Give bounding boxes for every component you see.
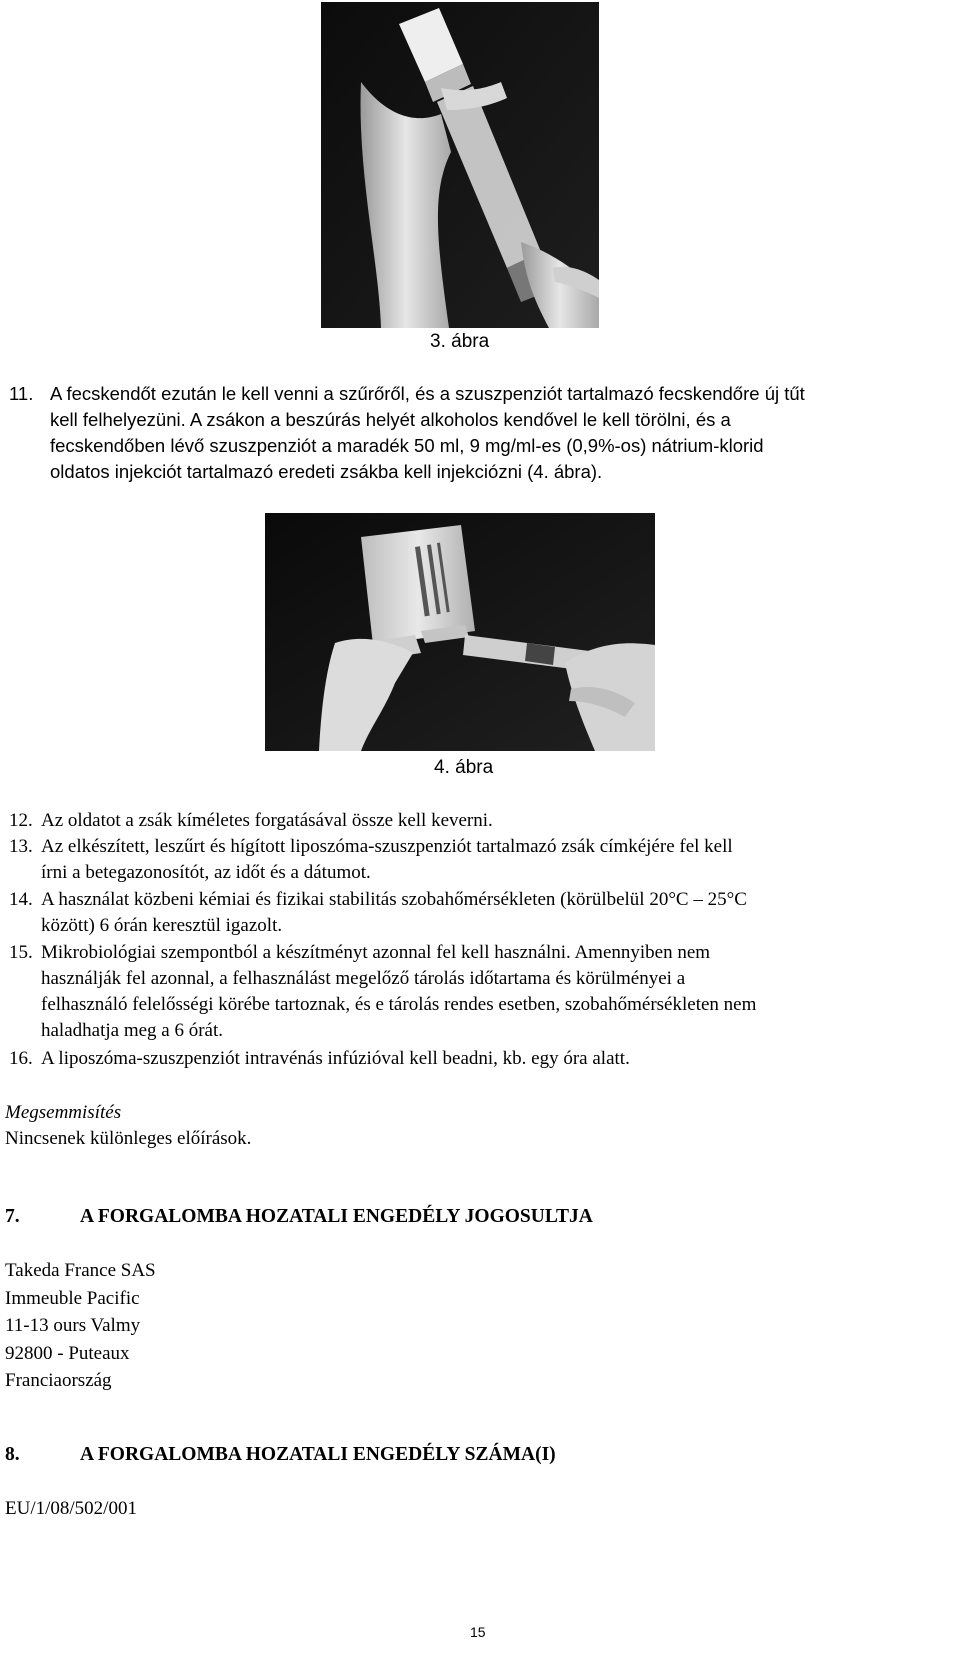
address-line-building: Immeuble Pacific bbox=[5, 1287, 140, 1309]
item-15-line-1: Mikrobiológiai szempontból a készítményt azonnal fel kell használni. Amennyiben nem bbox=[41, 942, 711, 963]
item-11-line-3: fecskendőben lévő szuszpenziót a maradék 50 ml, 9 mg/ml-es (0,9%-os) nátrium-klorid bbox=[50, 435, 764, 456]
item-13-number: 13. bbox=[9, 836, 33, 857]
section-7-number: 7. bbox=[5, 1206, 20, 1227]
item-16-number: 16. bbox=[9, 1048, 33, 1069]
item-11-line-4: oldatos injekciót tartalmazó eredeti zsákba kell injekciózni (4. ábra). bbox=[50, 461, 603, 482]
item-14-number: 14. bbox=[9, 889, 33, 910]
address-line-company: Takeda France SAS bbox=[5, 1260, 156, 1281]
item-11-line-2: kell felhelyezüni. A zsákon a beszúrás helyét alkoholos kendővel le kell törölni, és a bbox=[50, 409, 731, 430]
figure-4-caption: 4. ábra bbox=[434, 757, 494, 778]
section-7-title: A FORGALOMBA HOZATALI ENGEDÉLY JOGOSULTJA bbox=[80, 1206, 593, 1227]
item-14-line-2: között) 6 órán keresztül igazolt. bbox=[41, 915, 283, 936]
item-12-line-1: Az oldatot a zsák kíméletes forgatásával össze kell keverni. bbox=[41, 810, 493, 831]
item-14-line-1: A használat közbeni kémiai és fizikai stabilitás szobahőmérsékleten (körülbelül 20°C – 25°C bbox=[41, 889, 747, 910]
address-line-country: Franciaország bbox=[5, 1370, 112, 1391]
item-15-line-2: használják fel azonnal, a felhasználást megelőző tárolás időtartama és körülményei a bbox=[41, 968, 686, 989]
page-number: 15 bbox=[470, 1624, 486, 1640]
disposal-text: Nincsenek különleges előírások. bbox=[5, 1128, 252, 1149]
figure-3-caption: 3. ábra bbox=[430, 331, 490, 352]
holder-address bbox=[5, 1257, 156, 1395]
address-line-postcode-city: 92800 - Puteaux bbox=[5, 1342, 130, 1364]
item-13-line-2: írni a betegazonosítót, az időt és a dátumot. bbox=[41, 862, 371, 883]
item-11-number: 11. bbox=[9, 383, 34, 404]
section-8-title: A FORGALOMBA HOZATALI ENGEDÉLY SZÁMA(I) bbox=[80, 1444, 556, 1465]
item-11-line-1: A fecskendőt ezután le kell venni a szűrőről, és a szuszpenziót tartalmazó fecskendőre új tűt bbox=[50, 383, 805, 404]
address-line-street: 11-13 ours Valmy bbox=[5, 1315, 141, 1336]
section-8-number: 8. bbox=[5, 1444, 20, 1465]
item-12-number: 12. bbox=[9, 810, 33, 831]
disposal-heading: Megsemmisítés bbox=[5, 1102, 122, 1123]
authorisation-number: EU/1/08/502/001 bbox=[5, 1498, 137, 1519]
figure-3-photo bbox=[321, 2, 599, 328]
item-13-line-1: Az elkészített, leszűrt és hígított liposzóma-szuszpenziót tartalmazó zsák címkéjére fel kell bbox=[41, 836, 733, 857]
item-15-line-3: felhasználó felelősségi körébe tartoznak, és e tárolás rendes esetben, szobahőmérsékleten nem bbox=[41, 994, 757, 1015]
figure-4-photo bbox=[265, 513, 655, 751]
item-16-line-1: A liposzóma-szuszpenziót intravénás infúzióval kell beadni, kb. egy óra alatt. bbox=[41, 1048, 630, 1069]
item-15-line-4: haladhatja meg a 6 órát. bbox=[41, 1020, 224, 1041]
item-15-number: 15. bbox=[9, 942, 33, 963]
